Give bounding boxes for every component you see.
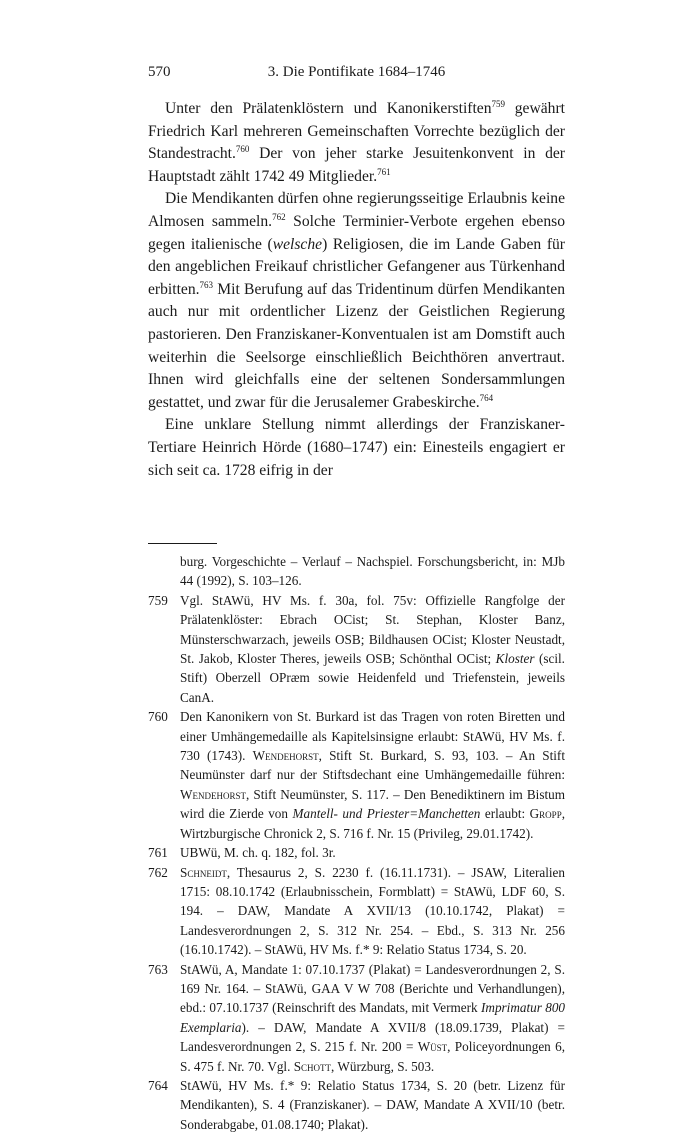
footnote-text: UBWü, M. ch. q. 182, fol. 3r. (180, 845, 336, 861)
text-span: ). – DAW, Mandate A XVII/8 (18.09.1739, Plakat) = Landesverordnungen 2, S. 215 f. Nr. 200 = (180, 1019, 565, 1055)
italic-word: Imprimatur 800 Exemplaria (180, 1000, 566, 1035)
footnote-ref-764: 764 (479, 392, 494, 403)
paragraph-2 (148, 188, 565, 414)
footnote-number: 763 (148, 961, 168, 977)
footnote-ref-762: 762 (272, 211, 286, 222)
text-span: gewährt Friedrich Karl mehreren Gemeinschaften Vorrechte bezüglich der Standestracht. (148, 100, 565, 163)
footnote-number: 762 (148, 864, 168, 880)
author-name: Schott (293, 1058, 332, 1074)
footnote-762 (148, 863, 565, 960)
text-span: , Policeyordnungen 6, S. 475 f. Nr. 70. Vgl. (180, 1039, 565, 1074)
footnote-number: 764 (148, 1077, 168, 1093)
text-span: Mit Berufung auf das Tridentinum dürfen Mendikanten auch nur mit ordentlicher Lizenz der Geistlichen Regierung pastorieren. Den Franziskaner-Konventualen ist am Domstift auch weiterhin die Seelsorge einschließlich Beichthören anvertraut. Ihnen wird gleichfalls eine der seltenen Sondersammlungen gestattet, und zwar für die Jerusalemer Grabeskirche. (148, 280, 565, 411)
footnote-763 (148, 960, 565, 1076)
italic-word: welsche (272, 235, 323, 253)
text-span: Den Kanonikern von St. Burkard ist das Tragen von roten Biretten und einer Umhängemedaille als Kapitelsinsigne erlaubt: StAWü, HV Ms. f. 730 (1743). (180, 709, 565, 764)
footnote-continuation: burg. Vorgeschichte – Verlauf – Nachspiel. Forschungsbericht, in: MJb 44 (1992), S. 103–126. (180, 554, 565, 589)
page-header (148, 64, 565, 86)
text-span: StAWü, A, Mandate 1: 07.10.1737 (Plakat) = Landesverordnungen 2, S. 169 Nr. 164. – StAWü, GAA V W 708 (Berichte und Verhandlungen), ebd.: 07.10.1737 (Reinschrift des Mandats, mit Vermerk (180, 961, 565, 1016)
text-span: Die Mendikanten dürfen ohne regierungsseitige Erlaubnis keine Almosen sammeln. (148, 190, 565, 230)
footnote-separator (148, 543, 217, 544)
author-name: Wendehorst (180, 786, 246, 802)
footnote-764 (148, 1076, 565, 1134)
author-name: Wendehorst (252, 748, 319, 764)
text-span: , Würzburg, S. 503. (331, 1058, 435, 1074)
page-number: 570 (148, 64, 171, 80)
footnote-number: 761 (148, 845, 168, 861)
text-span: Der von jeher starke Jesuitenkonvent in der Hauptstadt zählt 1742 49 Mitglieder. (148, 145, 565, 185)
main-text (148, 98, 565, 482)
footnote-ref-761: 761 (377, 166, 391, 177)
text-span: Unter den Prälatenklöstern und Kanonikerstiften (165, 100, 492, 117)
text-span: , Stift Neumünster, S. 117. – Den Benediktinern im Bistum wird die Zierde von (180, 786, 565, 822)
author-name: Wüst (417, 1039, 448, 1055)
italic-word: Mantell- und Priester=Manchetten (292, 806, 481, 822)
paragraph-3: Eine unklare Stellung nimmt allerdings der Franziskaner-Tertiare Heinrich Hörde (1680–1747) ein: Einesteils engagiert er sich seit ca. 1728 eifrig in der (148, 416, 565, 479)
text-span: erlaubt: (480, 806, 530, 822)
author-name: Gropp (529, 806, 562, 822)
text-span: ) Religiosen, die im Lande Gaben für den angeblichen Freikauf christlicher Gefangener aus Türkenhand erbitten. (148, 235, 565, 298)
text-span: Solche Terminier-Verbote ergehen ebenso gegen italienische ( (148, 212, 566, 253)
text-span: , Stift St. Burkard, S. 93, 103. – An Stift Neumünster darf nur der Stiftsdechant eine Umhängemedaille führen: (180, 748, 565, 783)
footnote-ref-760: 760 (235, 144, 250, 154)
footnote-759 (148, 591, 565, 707)
footnote-text (180, 960, 565, 1076)
text-span: (scil. Stift) Oberzell OPræm sowie Heidenfeld und Triefenstein, jeweils CanA. (180, 651, 565, 705)
italic-word: Kloster (495, 651, 535, 667)
footnote-text: StAWü, HV Ms. f.* 9: Relatio Status 1734, S. 20 (betr. Lizenz für Mendikanten), S. 4 (Franziskaner). – DAW, Mandate A XVII/10 (betr. Sonderabgabe, 01.08.1740; Plakat). (180, 1077, 565, 1132)
text-span: Vgl. StAWü, HV Ms. f. 30a, fol. 75v: Offizielle Rangfolge der Prälatenklöster: Ebrach OCist; St. Stephan, Kloster Banz, Münsterschwarzach, jeweils OSB; Bildhausen OCist; Kloster Neustadt, St. Jakob, Kloster Theres, jeweils OSB; Schönthal OCist; (180, 592, 565, 667)
footnote-text (180, 707, 565, 843)
author-name: Schneidt (180, 864, 227, 880)
footnotes (148, 552, 565, 1134)
footnote-number: 759 (148, 592, 168, 608)
text-span: , Thesaurus 2, S. 2230 f. (16.11.1731). – JSAW, Literalien 1715: 08.10.1742 (Erlaubnisschein, Formblatt) = StAWü, LDF 60, S. 194. – DAW, Mandate A XVII/13 (10.10.1742, Plakat) = Landesverordnungen 2, S. 312 Nr. 254. – Ebd., S. 313 Nr. 256 (16.10.1742). – StAWü, HV Ms. f.* 9: Relatio Status 1734, S. 20. (180, 864, 565, 958)
footnote-ref-763: 763 (199, 279, 214, 290)
footnote-number: 760 (148, 709, 168, 725)
footnote-761 (148, 843, 565, 862)
footnote-text (180, 591, 565, 707)
footnote-ref-759: 759 (491, 98, 506, 109)
text-span: , Wirtzburgische Chronick 2, S. 716 f. Nr. 15 (Privileg, 29.01.1742). (180, 806, 565, 841)
paragraph-1 (148, 98, 565, 188)
footnote-760 (148, 707, 565, 843)
running-title: 3. Die Pontifikate 1684–1746 (267, 64, 446, 80)
footnote-text (180, 863, 565, 960)
